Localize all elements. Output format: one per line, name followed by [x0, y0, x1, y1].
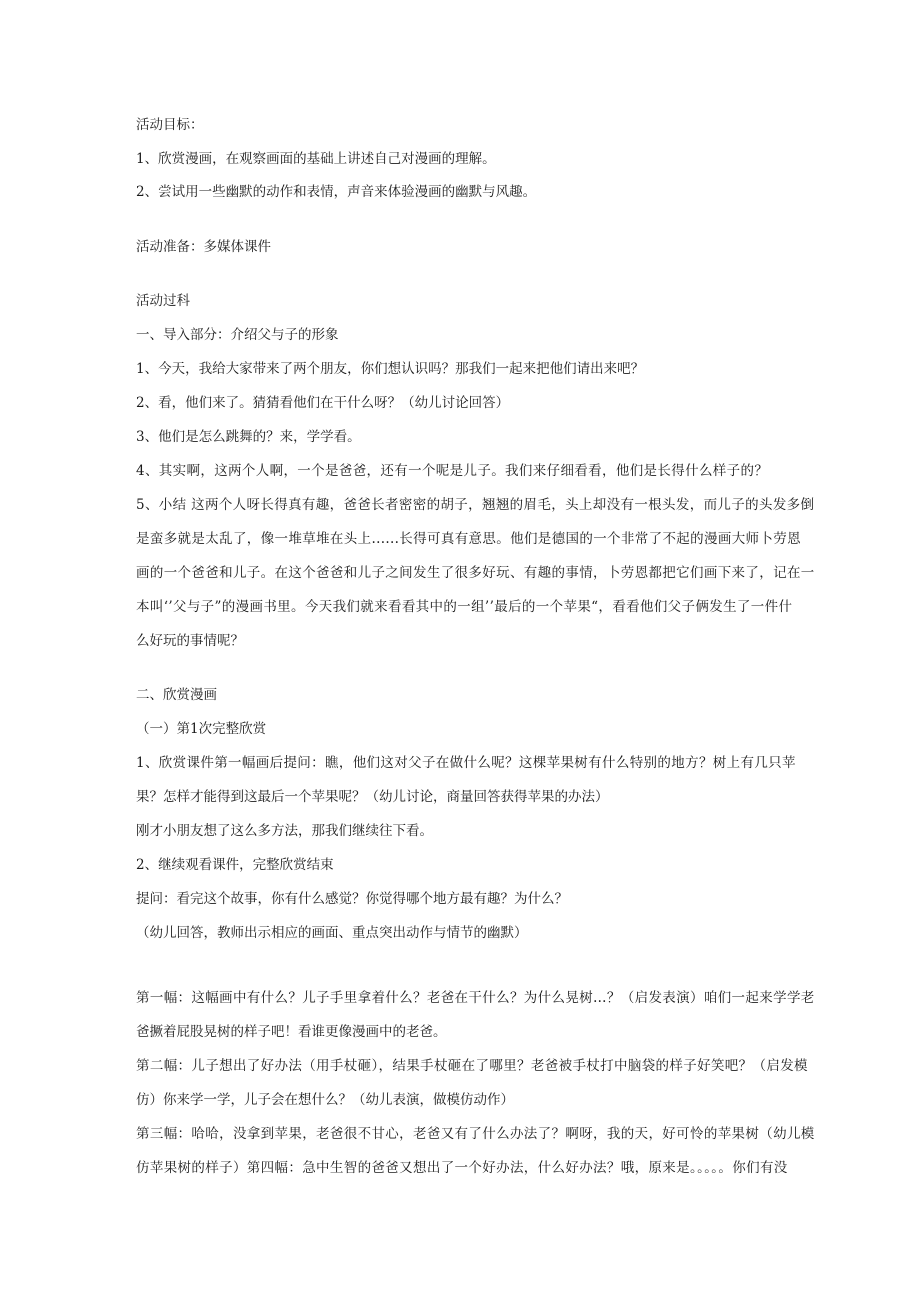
intro-item-3: 3、他们是怎么跳舞的？来，学学看。: [136, 429, 361, 445]
section-heading-process: 活动过科: [136, 293, 190, 309]
panel-2-line-2: 仿）你来学一学，儿子会在想什么？（幼儿表演，做模仿动作）: [136, 1092, 514, 1108]
intro-item-5-line-1: 5、小结 这两个人呀长得真有趣，爸爸长者密密的胡子，翘翘的眉毛，头上却没有一根头发，而儿子的头发多倒: [136, 497, 815, 513]
intro-item-5-line-3: 画的一个爸爸和儿子。在这个爸爸和儿子之间发生了很多好玩、有趣的事情，卜劳恩都把它们画下来了，记在一: [136, 565, 815, 581]
appreciation-item-1-line-1: 1、欣赏课件第一幅画后提问：瞧，他们这对父子在做什么呢？这棵苹果树有什么特别的地方？树上有几只苹: [136, 755, 796, 771]
panel-3-line-1: 第三幅：哈哈，没拿到苹果，老爸很不甘心，老爸又有了什么办法了？啊呀，我的天，好可怜的苹果树（幼儿模: [136, 1126, 815, 1142]
intro-item-5-line-5: 么好玩的事情呢？: [136, 633, 244, 649]
appreciation-item-2: 2、继续观看课件，完整欣赏结束: [136, 857, 334, 873]
appreciation-part-1-heading: （一）第1次完整欣赏: [136, 721, 267, 737]
appreciation-note: 刚才小朋友想了这么多方法，那我们继续往下看。: [136, 823, 433, 839]
subsection-heading-intro: 一、导入部分：介绍父与子的形象: [136, 327, 339, 343]
goal-item-1: 1、欣赏漫画，在观察画面的基础上讲述自己对漫画的理解。: [136, 151, 496, 167]
appreciation-item-1-line-2: 果？怎样才能得到这最后一个苹果呢？（幼儿讨论，商量回答获得苹果的办法）: [136, 789, 609, 805]
panel-1-line-2: 爸撅着屁股晃树的样子吧！看谁更像漫画中的老爸。: [136, 1024, 447, 1040]
panel-2-line-1: 第二幅：儿子想出了好办法（用手杖砸），结果手杖砸在了哪里？老爸被手杖打中脑袋的样子好笑吧？（启发模: [136, 1058, 808, 1074]
section-heading-goals: 活动目标：: [136, 117, 204, 133]
panel-1-line-1: 第一幅：这幅画中有什么？儿子手里拿着什么？老爸在干什么？为什么晃树…？（启发表演）咱们一起来学学老: [136, 990, 815, 1006]
intro-item-2: 2、看，他们来了。猜猜看他们在干什么呀？（幼儿讨论回答）: [136, 395, 510, 411]
intro-item-5-line-4: 本叫‘’父与子”的漫画书里。今天我们就来看看其中的一组’’最后的一个苹果“，看看他们父子俩发生了一件什: [136, 599, 793, 615]
section-heading-preparation: 活动准备：多媒体课件: [136, 239, 271, 255]
intro-item-4: 4、其实啊，这两个人啊，一个是爸爸，还有一个呢是儿子。我们来仔细看看，他们是长得什么样子的？: [136, 463, 769, 479]
appreciation-question: 提问：看完这个故事，你有什么感觉？你觉得哪个地方最有趣？为什么？: [136, 891, 568, 907]
intro-item-5-line-2: 是蛮多就是太乱了，像一堆草堆在头上......长得可真有意思。他们是德国的一个非常了不起的漫画大师卜劳恩: [136, 531, 801, 547]
subsection-heading-appreciation: 二、欣赏漫画: [136, 687, 217, 703]
panel-3-line-2: 仿苹果树的样子）第四幅：急中生智的爸爸又想出了一个好办法，什么好办法？哦，原来是。。。。。你们有没: [136, 1160, 788, 1176]
goal-item-2: 2、尝试用一些幽默的动作和表情，声音来体验漫画的幽默与风趣。: [136, 184, 537, 200]
intro-item-1: 1、今天，我给大家带来了两个朋友，你们想认识吗？那我们一起来把他们请出来吧？: [136, 361, 645, 377]
appreciation-answer-note: （幼儿回答，教师出示相应的画面、重点突出动作与情节的幽默）: [136, 925, 528, 941]
